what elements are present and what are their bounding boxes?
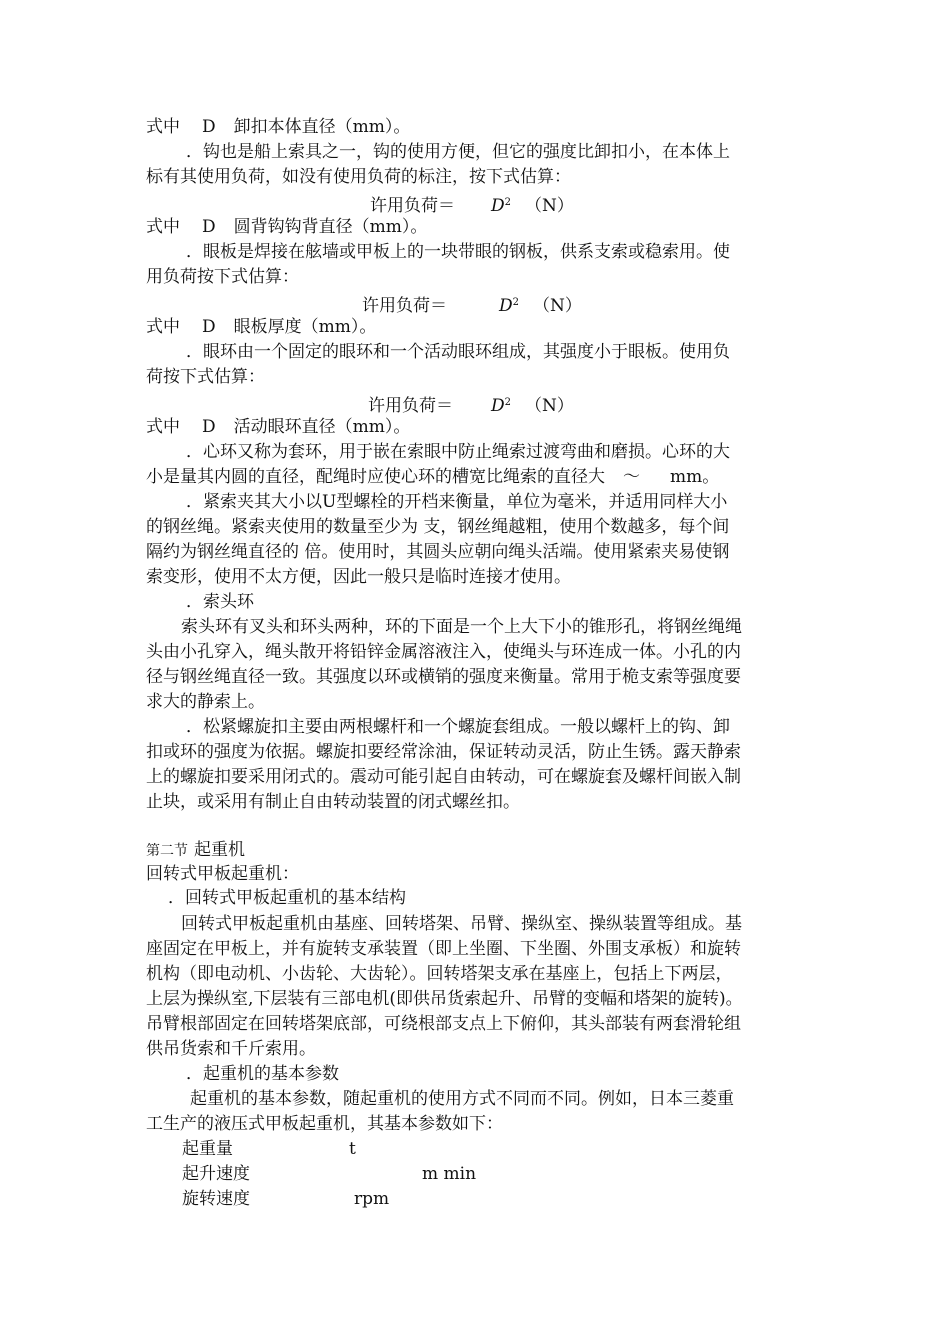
paragraph-line: 扣或环的强度为依据。螺旋扣要经常涂油，保证转动灵活，防止生锈。露天静索 xyxy=(146,742,741,762)
text-line: 式中 D 圆背钩钩背直径（mm）。 xyxy=(146,217,428,237)
paragraph-line: 上的螺旋扣要采用闭式的。震动可能引起自由转动，可在螺旋套及螺杆间嵌入制 xyxy=(146,767,741,787)
text-line: 式中 D 活动眼环直径（mm）。 xyxy=(146,417,411,437)
section-heading: 第二节 起重机 xyxy=(146,840,245,860)
definition: 卸扣本体直径（mm）。 xyxy=(233,117,411,137)
formula: 许用负荷＝ $D^2$ （N） xyxy=(368,396,574,416)
param-label: 旋转速度 xyxy=(182,1189,250,1209)
paragraph-line: 起重机的基本参数，随起重机的使用方式不同而不同。例如，日本三菱重 xyxy=(190,1089,734,1109)
param-unit: m min xyxy=(422,1164,477,1184)
subheading: 回转式甲板起重机： xyxy=(146,864,299,884)
paragraph-line: 回转式甲板起重机由基座、回转塔架、吊臂、操纵室、操纵装置等组成。基 xyxy=(181,914,742,934)
param-label: 起升速度 xyxy=(182,1164,250,1184)
paragraph-line: 工生产的液压式甲板起重机，其基本参数如下： xyxy=(146,1114,503,1134)
paragraph-line: 供吊货索和千斤索用。 xyxy=(146,1039,316,1059)
paragraph-line: 荷按下式估算： xyxy=(146,367,265,387)
param-row xyxy=(182,1162,476,1187)
paragraph-line: ．钩也是船上索具之一，钩的使用方便，但它的强度比卸扣小，在本体上 xyxy=(186,142,730,162)
paragraph-line: ．眼环由一个固定的眼环和一个活动眼环组成，其强度小于眼板。使用负 xyxy=(186,342,730,362)
param-row xyxy=(182,1187,389,1212)
paragraph-line: ．松紧螺旋扣主要由两根螺杆和一个螺旋套组成。一般以螺杆上的钩、卸 xyxy=(186,717,730,737)
paragraph-line: 头由小孔穿入，绳头散开将铅锌金属溶液注入，使绳头与环连成一体。小孔的内 xyxy=(146,642,741,662)
param-unit: rpm xyxy=(354,1189,390,1209)
paragraph-line: 径与钢丝绳直径一致。其强度以环或横销的强度来衡量。常用于桅支索等强度要 xyxy=(146,667,741,687)
paragraph-line: 上层为操纵室,下层装有三部电机(即供吊货索起升、吊臂的变幅和塔架的旋转)。 xyxy=(146,989,743,1009)
paragraph-line: 索变形，使用不太方便，因此一般只是临时连接才使用。 xyxy=(146,567,571,587)
paragraph-line: 用负荷按下式估算： xyxy=(146,267,299,287)
paragraph-line: 止块，或采用有制止自由转动装置的闭式螺丝扣。 xyxy=(146,792,520,812)
paragraph-line: 机构（即电动机、小齿轮、大齿轮）。回转塔架支承在基座上，包括上下两层， xyxy=(146,964,733,984)
subheading: ．回转式甲板起重机的基本结构 xyxy=(168,888,406,908)
paragraph-line: ．紧索夹其大小以U型螺栓的开档来衡量，单位为毫米，并适用同样大小 xyxy=(186,492,728,512)
param-unit: t xyxy=(349,1139,356,1159)
paragraph-line: ．心环又称为套环，用于嵌在索眼中防止绳索过渡弯曲和磨损。心环的大 xyxy=(186,442,730,462)
paragraph-line: 索头环有叉头和环头两种，环的下面是一个上大下小的锥形孔，将钢丝绳绳 xyxy=(181,617,742,637)
symbol-d: D xyxy=(202,117,216,137)
subheading: ．起重机的基本参数 xyxy=(186,1064,339,1084)
param-row xyxy=(182,1137,356,1162)
subheading: ．索头环 xyxy=(186,592,254,612)
paragraph-line: 的钢丝绳。紧索夹使用的数量至少为 支，钢丝绳越粗，使用个数越多，每个间 xyxy=(146,517,730,537)
label-shizhong: 式中 xyxy=(146,117,180,137)
paragraph-line: 求大的静索上。 xyxy=(146,692,265,712)
text-line xyxy=(146,115,410,140)
paragraph-line: ．眼板是焊接在舷墙或甲板上的一块带眼的钢板，供系支索或稳索用。使 xyxy=(186,242,730,262)
paragraph-line: 吊臂根部固定在回转塔架底部，可绕根部支点上下俯仰，其头部装有两套滑轮组 xyxy=(146,1014,741,1034)
text-line: 式中 D 眼板厚度（mm）。 xyxy=(146,317,377,337)
paragraph-line: 小是量其内圆的直径，配绳时应使心环的槽宽比绳索的直径大 ～ mm。 xyxy=(146,467,720,487)
formula: 许用负荷＝ $D^2$ （N） xyxy=(370,196,574,216)
paragraph-line: 标有其使用负荷，如没有使用负荷的标注，按下式估算： xyxy=(146,167,571,187)
paragraph-line: 座固定在甲板上，并有旋转支承装置（即上坐圈、下坐圈、外围支承板）和旋转 xyxy=(146,939,741,959)
formula: 许用负荷＝ $D^2$ （N） xyxy=(362,296,582,316)
paragraph-line: 隔约为钢丝绳直径的 倍。使用时，其圆头应朝向绳头活端。使用紧索夹易使钢 xyxy=(146,542,730,562)
param-label: 起重量 xyxy=(182,1139,233,1159)
